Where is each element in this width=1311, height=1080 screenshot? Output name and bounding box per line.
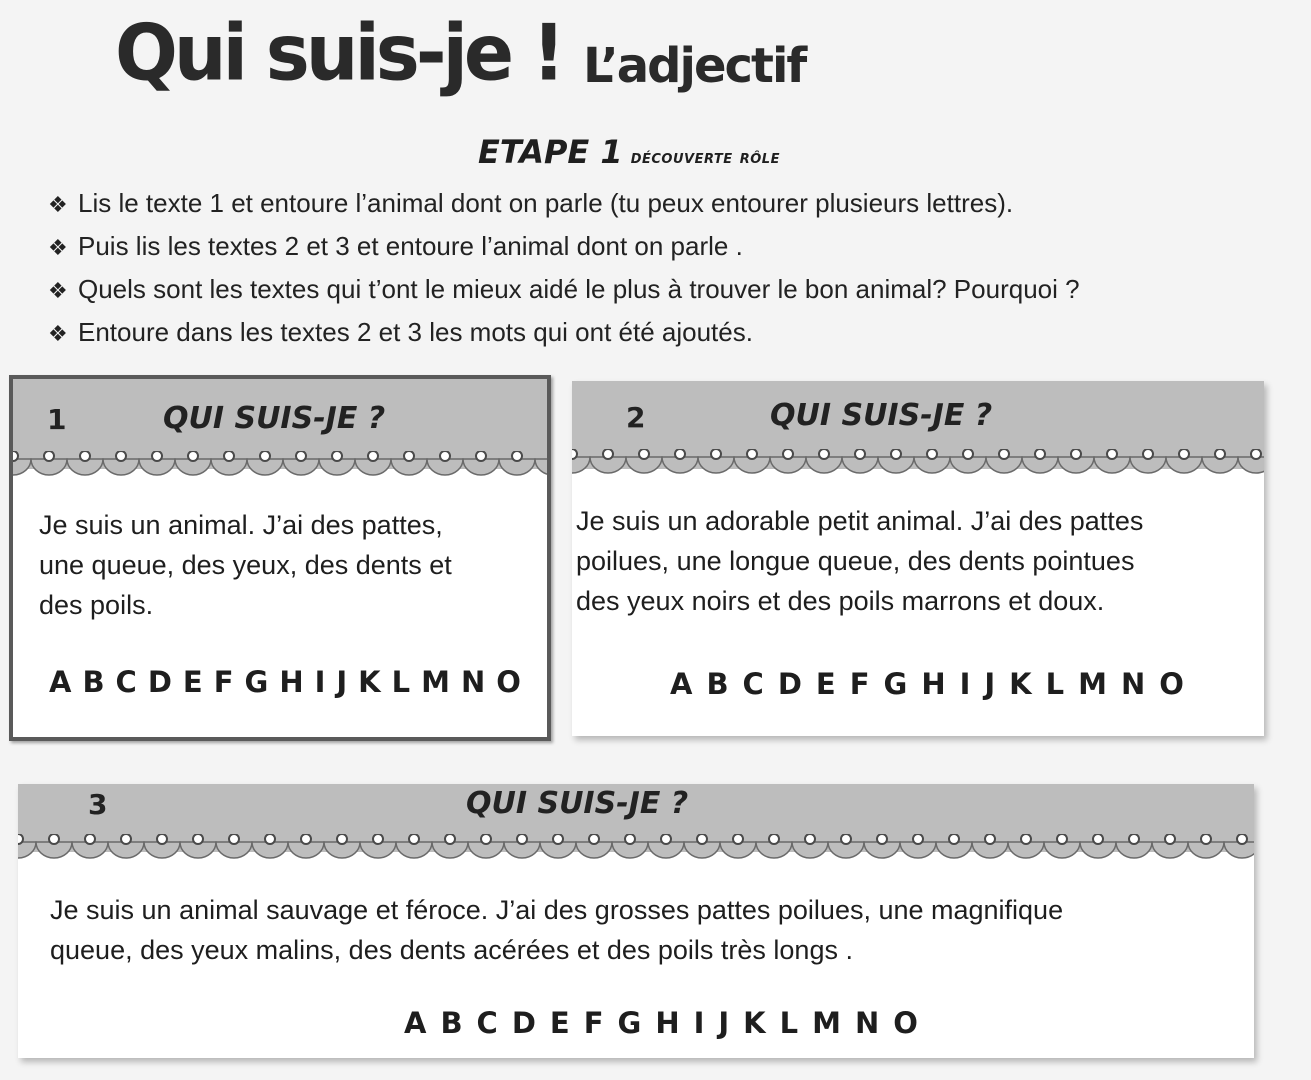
card-riddle-text	[50, 890, 1063, 970]
scallop-eyelet	[603, 449, 613, 459]
scallop-eyelet	[1201, 834, 1211, 844]
text-line: poilues, une longue queue, des dents pointues	[576, 546, 1135, 576]
text-line: Je suis un animal sauvage et féroce. J’ai des grosses pattes poilues, une magnifique	[50, 895, 1064, 925]
card-riddle-text	[576, 501, 1143, 621]
card-riddle-text	[39, 505, 452, 625]
text-line: des poils.	[39, 590, 154, 620]
scallop-eyelet	[625, 834, 635, 844]
step-heading	[478, 133, 780, 171]
scallop-eyelet	[1165, 834, 1175, 844]
scallop-arc	[13, 459, 31, 475]
scalloped-border	[13, 451, 547, 481]
scallop-eyelet	[80, 451, 90, 461]
scallop-eyelet	[1035, 449, 1045, 459]
scallop-eyelet	[733, 834, 743, 844]
answer-letters[interactable]: ABCDEFGHIJKLMNO	[404, 1006, 932, 1040]
scallop-eyelet	[819, 449, 829, 459]
scallop-eyelet	[517, 834, 527, 844]
scallop-arc	[1238, 457, 1264, 473]
scalloped-border	[572, 449, 1264, 479]
scallop-eyelet	[1129, 834, 1139, 844]
scallop-eyelet	[404, 451, 414, 461]
instruction-text: Lis le texte 1 et entoure l’animal dont on parle (tu peux entourer plusieurs lettres).	[78, 188, 1014, 218]
scallop-eyelet	[1071, 449, 1081, 459]
scallop-eyelet	[440, 451, 450, 461]
diamond-bullet-icon: ❖	[48, 322, 68, 347]
scallop-eyelet	[877, 834, 887, 844]
instruction-text: Quels sont les textes qui t’ont le mieux aidé le plus à trouver le bon animal? Pourquoi ?	[78, 274, 1080, 304]
scallop-eyelet	[927, 449, 937, 459]
card-number: 2	[626, 401, 646, 434]
card-title: QUI SUIS-JE ?	[466, 786, 689, 821]
instruction-item	[48, 312, 1080, 355]
scallop-eyelet	[332, 451, 342, 461]
diamond-bullet-icon: ❖	[48, 236, 68, 261]
card-number: 1	[47, 403, 67, 436]
scallop-eyelet	[1237, 834, 1247, 844]
scallop-arc	[572, 457, 590, 473]
instructions-list	[48, 183, 1080, 355]
scallop-eyelet	[1143, 449, 1153, 459]
instruction-item	[48, 269, 1080, 312]
scallop-eyelet	[711, 449, 721, 459]
scallop-eyelet	[783, 449, 793, 459]
scallop-eyelet	[481, 834, 491, 844]
text-line: Je suis un animal. J’ai des pattes,	[39, 510, 443, 540]
scallop-eyelet	[985, 834, 995, 844]
text-line: Je suis un adorable petit animal. J’ai des pattes	[576, 506, 1144, 536]
scallop-eyelet	[193, 834, 203, 844]
scallop-eyelet	[589, 834, 599, 844]
text-line: des yeux noirs et des poils marrons et doux.	[576, 586, 1105, 616]
instruction-item	[48, 226, 1080, 269]
scallop-eyelet	[49, 834, 59, 844]
scallop-eyelet	[1251, 449, 1261, 459]
scalloped-border	[18, 834, 1254, 864]
scallop-eyelet	[152, 451, 162, 461]
scallop-eyelet	[999, 449, 1009, 459]
scallop-eyelet	[44, 451, 54, 461]
scallop-eyelet	[121, 834, 131, 844]
scallop-eyelet	[747, 449, 757, 459]
scallop-eyelet	[296, 451, 306, 461]
scallop-eyelet	[841, 834, 851, 844]
scallop-eyelet	[963, 449, 973, 459]
scallop-eyelet	[913, 834, 923, 844]
scallop-arc	[18, 842, 36, 858]
instruction-text: Puis lis les textes 2 et 3 et entoure l’animal dont on parle .	[78, 231, 743, 261]
scallop-eyelet	[116, 451, 126, 461]
scallop-eyelet	[337, 834, 347, 844]
riddle-card-1	[9, 375, 551, 741]
scallop-eyelet	[1107, 449, 1117, 459]
scallop-eyelet	[675, 449, 685, 459]
scallop-eyelet	[229, 834, 239, 844]
riddle-card-3	[18, 784, 1254, 1058]
page-subtitle: L’adjectif	[583, 38, 806, 94]
step-label: ETAPE 1	[478, 133, 623, 171]
page-title: Qui suis-je !	[115, 7, 562, 99]
scallop-eyelet	[260, 451, 270, 461]
scallop-eyelet	[157, 834, 167, 844]
scallop-eyelet	[661, 834, 671, 844]
scallop-eyelet	[85, 834, 95, 844]
scallop-eyelet	[1179, 449, 1189, 459]
scallop-eyelet	[891, 449, 901, 459]
riddle-card-2	[572, 381, 1264, 736]
card-number: 3	[88, 788, 108, 821]
scallop-eyelet	[368, 451, 378, 461]
scallop-eyelet	[13, 451, 18, 461]
scallop-eyelet	[805, 834, 815, 844]
answer-letters[interactable]: ABCDEFGHIJKLMNO	[49, 665, 532, 699]
scallop-eyelet	[553, 834, 563, 844]
card-title: QUI SUIS-JE ?	[163, 401, 386, 436]
instruction-text: Entoure dans les textes 2 et 3 les mots qui ont été ajoutés.	[78, 317, 753, 347]
scallop-eyelet	[697, 834, 707, 844]
diamond-bullet-icon: ❖	[48, 279, 68, 304]
scallop-arc	[535, 459, 547, 475]
scallop-eyelet	[855, 449, 865, 459]
scallop-eyelet	[1021, 834, 1031, 844]
diamond-bullet-icon: ❖	[48, 193, 68, 218]
scallop-eyelet	[265, 834, 275, 844]
scallop-eyelet	[512, 451, 522, 461]
scallop-eyelet	[639, 449, 649, 459]
scallop-eyelet	[1093, 834, 1103, 844]
scallop-eyelet	[224, 451, 234, 461]
scallop-eyelet	[188, 451, 198, 461]
text-line: queue, des yeux malins, des dents acérées et des poils très longs .	[50, 935, 853, 965]
text-line: une queue, des yeux, des dents et	[39, 550, 452, 580]
scallop-eyelet	[769, 834, 779, 844]
answer-letters[interactable]: ABCDEFGHIJKLMNO	[670, 667, 1198, 701]
scallop-eyelet	[409, 834, 419, 844]
scallop-band	[13, 451, 547, 459]
scallop-eyelet	[572, 449, 577, 459]
scallop-eyelet	[373, 834, 383, 844]
step-sublabel: découverte rôle	[630, 146, 780, 168]
scallop-eyelet	[18, 834, 23, 844]
scallop-eyelet	[1215, 449, 1225, 459]
card-title: QUI SUIS-JE ?	[770, 398, 993, 433]
scallop-eyelet	[445, 834, 455, 844]
scallop-arc	[1224, 842, 1254, 858]
scallop-eyelet	[301, 834, 311, 844]
instruction-item	[48, 183, 1080, 226]
scallop-eyelet	[476, 451, 486, 461]
scallop-eyelet	[949, 834, 959, 844]
scallop-eyelet	[1057, 834, 1067, 844]
